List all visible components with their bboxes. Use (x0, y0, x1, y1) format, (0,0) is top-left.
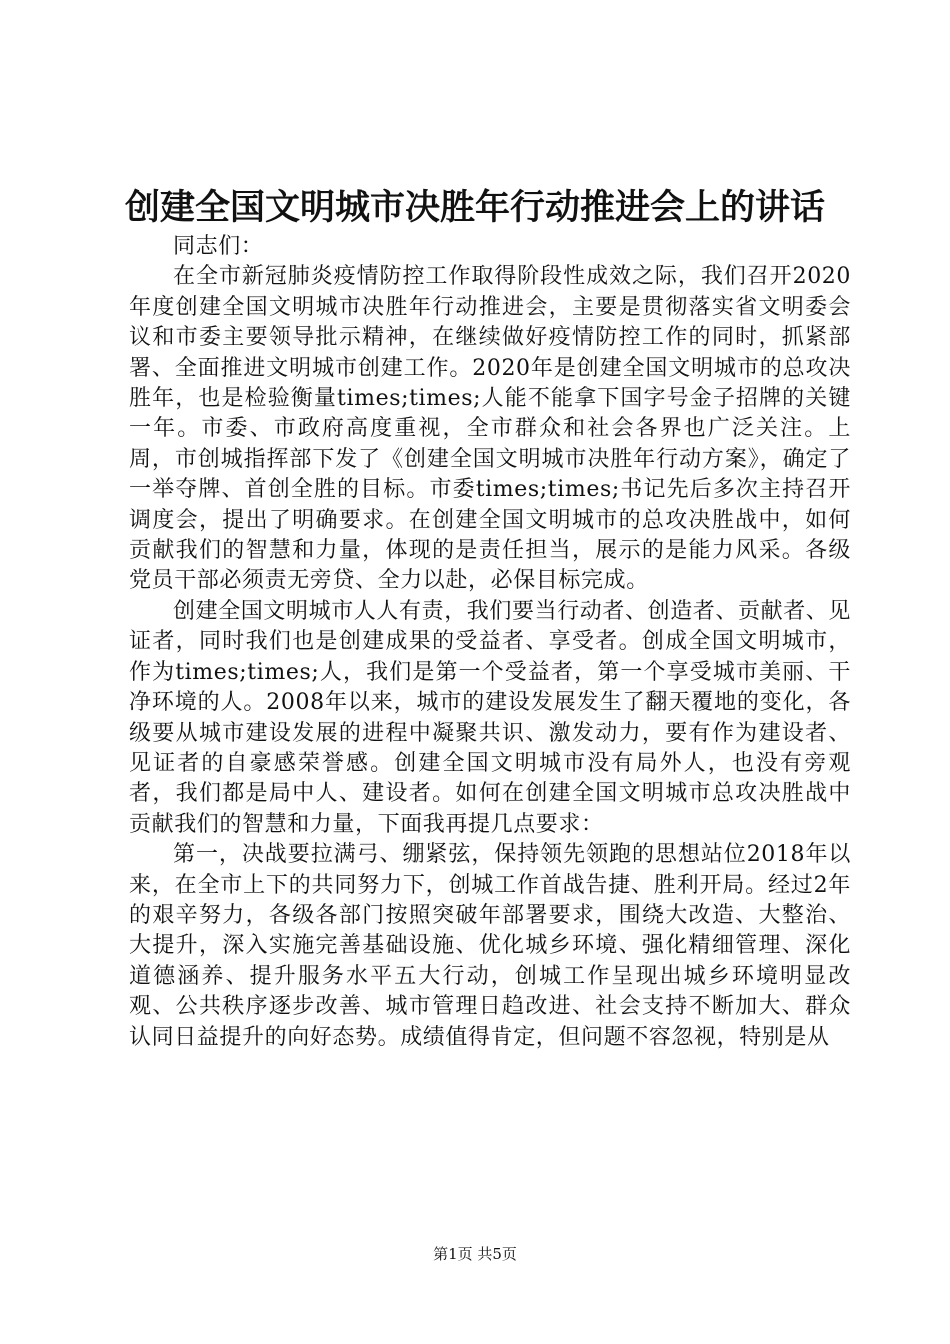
body-paragraph: 第一，决战要拉满弓、绷紧弦，保持领先领跑的思想站位2018年以来，在全市上下的共同努力下，创城工作首战告捷、胜利开局。经过2年的艰辛努力，各级各部门按照突破年部署要求，围绕大改造、大整治、大提升，深入实施完善基础设施、优化城乡环境、强化精细管理、深化道德涵养、提升服务水平五大行动，创城工作呈现出城乡环境明显改观、公共秩序逐步改善、城市管理日趋改进、社会支持不断加大、群众认同日益提升的向好态势。成绩值得肯定，但问题不容忽视，特别是从 (129, 842, 851, 1050)
page-number: 第1页 共5页 (433, 1245, 517, 1263)
body-paragraph: 在全市新冠肺炎疫情防控工作取得阶段性成效之际，我们召开2020年度创建全国文明城市决胜年行动推进会，主要是贯彻落实省文明委会议和市委主要领导批示精神，在继续做好疫情防控工作的同时，抓紧部署、全面推进文明城市创建工作。2020年是创建全国文明城市的总攻决胜年，也是检验衡量times;times;人能不能拿下国字号金子招牌的关键一年。市委、市政府高度重视，全市群众和社会各界也广泛关注。上周，市创城指挥部下发了《创建全国文明城市决胜年行动方案》，确定了一举夺牌、首创全胜的目标。市委times;times;书记先后多次主持召开调度会，提出了明确要求。在创建全国文明城市的总攻决胜战中，如何贡献我们的智慧和力量，体现的是责任担当，展示的是能力风采。各级党员干部必须责无旁贷、全力以赴，必保目标完成。 (129, 264, 851, 594)
document-body (129, 232, 851, 1053)
salutation-paragraph: 同志们： (173, 234, 264, 259)
body-paragraph: 创建全国文明城市人人有责，我们要当行动者、创造者、贡献者、见证者，同时我们也是创建成果的受益者、享受者。创成全国文明城市，作为times;times;人，我们是第一个受益者，第一个享受城市美丽、干净环境的人。2008年以来，城市的建设发展发生了翻天覆地的变化，各级要从城市建设发展的进程中凝聚共识、激发动力，要有作为建设者、见证者的自豪感荣誉感。创建全国文明城市没有局外人，也没有旁观者，我们都是局中人、建设者。如何在创建全国文明城市总攻决胜战中贡献我们的智慧和力量，下面我再提几点要求： (129, 598, 852, 837)
document-title: 创建全国文明城市决胜年行动推进会上的讲话 (124, 187, 825, 228)
